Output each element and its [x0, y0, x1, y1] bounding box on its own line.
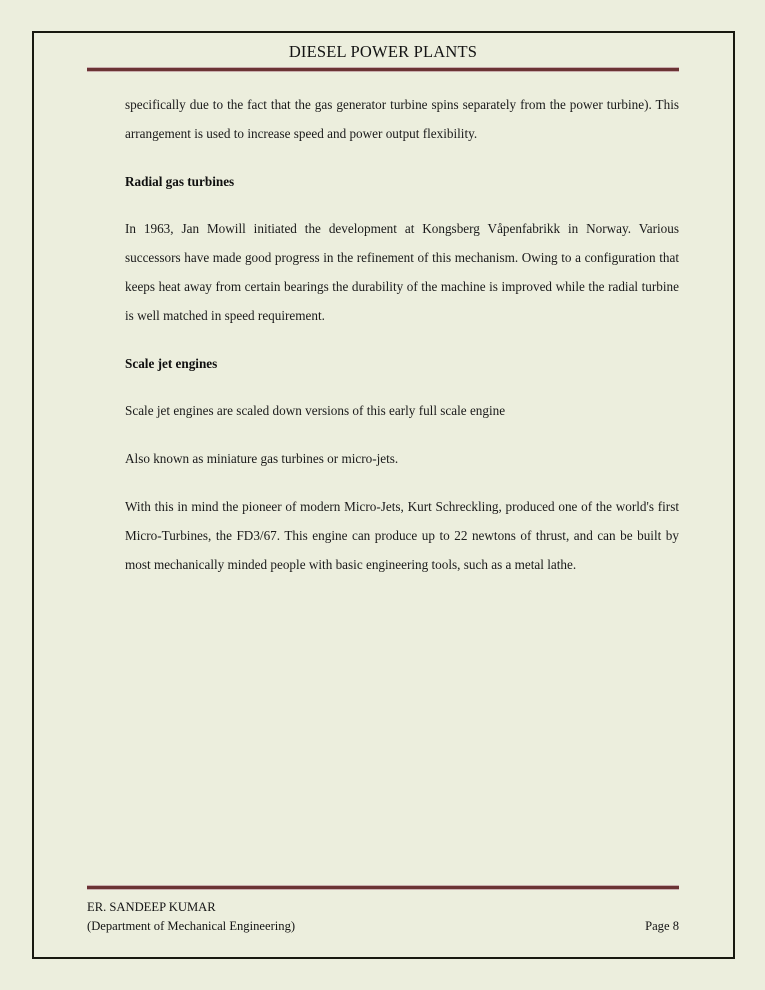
header-divider-rule [87, 67, 679, 72]
document-header [87, 41, 679, 72]
document-body [125, 90, 679, 595]
page-content-area [34, 33, 737, 961]
footer-divider-rule [87, 885, 679, 890]
section-heading-scale-jet-engines: Scale jet engines [125, 356, 218, 371]
body-paragraph: In 1963, Jan Mowill initiated the development at Kongsberg Våpenfabrikk in Norway. Various successors have made good progress in the refinement of this mechanism. Owing to a configuration that keeps heat away from certain bearings the durability of the machine is improved while the radial turbine is well matched in speed requirement. [125, 221, 679, 323]
document-footer [87, 885, 679, 935]
body-paragraph: Scale jet engines are scaled down versions of this early full scale engine [125, 403, 506, 418]
page-title: DIESEL POWER PLANTS [288, 42, 478, 61]
page-number: Page 8 [645, 918, 679, 933]
body-paragraph: specifically due to the fact that the gas generator turbine spins separately from the power turbine). This arrangement is used to increase speed and power output flexibility. [125, 97, 679, 141]
page-border-frame [32, 31, 735, 959]
footer-author-name: ER. SANDEEP KUMAR [87, 900, 216, 914]
footer-author-block [87, 898, 295, 935]
body-paragraph: Also known as miniature gas turbines or micro-jets. [125, 451, 399, 466]
section-heading-radial-gas-turbines: Radial gas turbines [125, 174, 235, 189]
footer-columns [87, 898, 679, 935]
footer-department: (Department of Mechanical Engineering) [87, 918, 296, 933]
body-paragraph: With this in mind the pioneer of modern Micro-Jets, Kurt Schreckling, produced one of the world's first Micro-Turbines, the FD3/67. This engine can produce up to 22 newtons of thrust, and can be built by most mechanically minded people with basic engineering tools, such as a metal lathe. [125, 499, 679, 572]
